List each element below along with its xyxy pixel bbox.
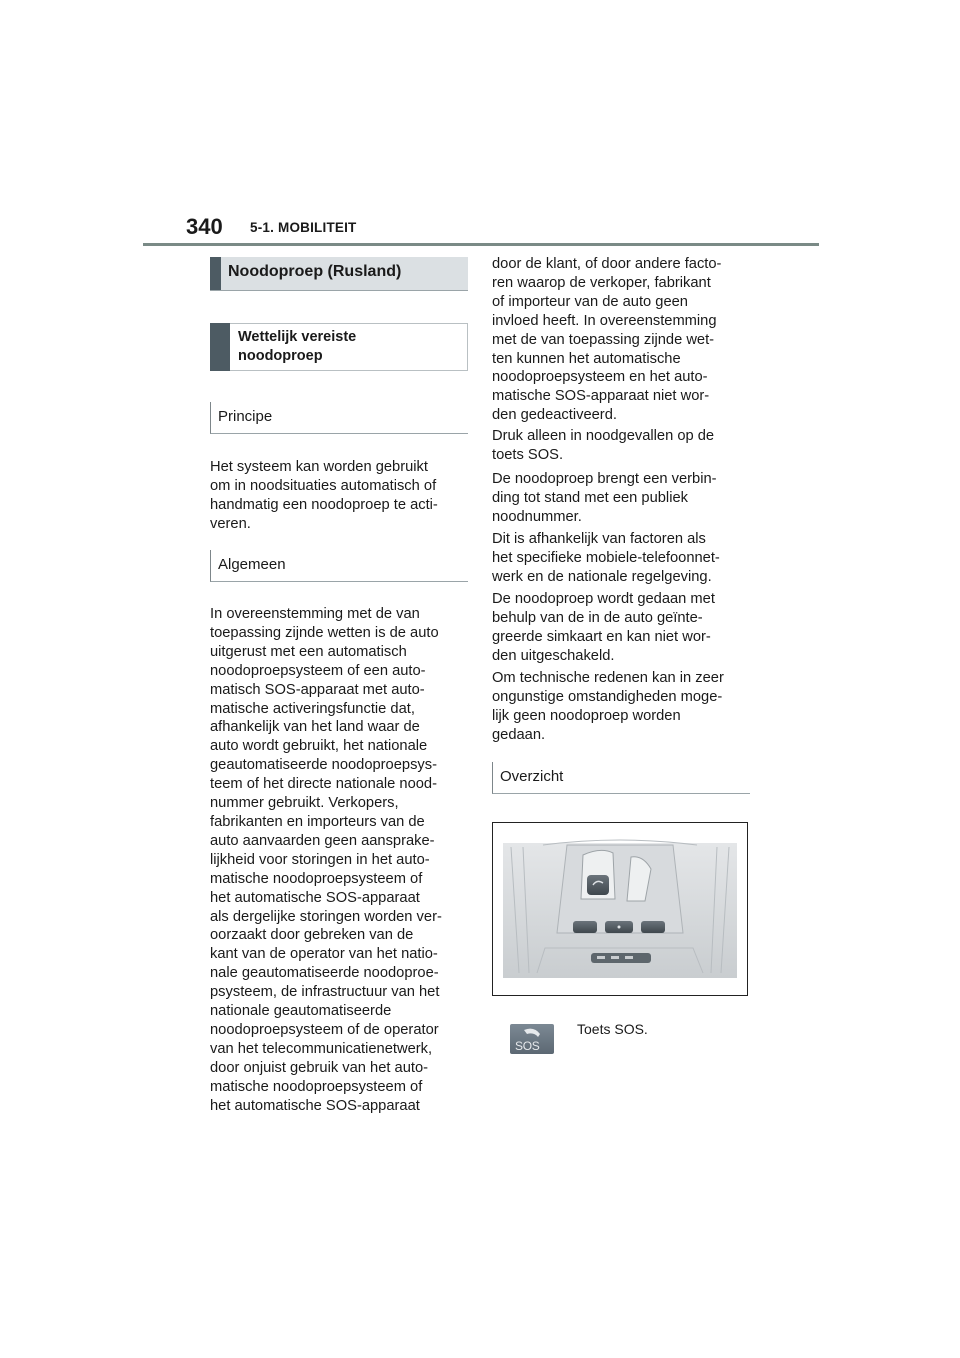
- sos-icon-label: SOS: [515, 1039, 540, 1053]
- heading-overzicht: Overzicht: [492, 762, 750, 794]
- overhead-console-figure: [492, 822, 748, 996]
- paragraph-druk-alleen: Druk alleen in noodgevallen op de toets SOS.: [492, 428, 715, 463]
- header-divider: [143, 243, 819, 246]
- section-label: 5-1. MOBILITEIT: [250, 220, 357, 235]
- paragraph-continued: door de klant, of door andere facto- ren waarop de verkoper, fabrikant of importeur van de auto geen invloed heeft. In overeenstemming met de van toepassing zijnde wet- ten kunnen het automatische noodoproepsysteem en het auto- matische SOS-apparaat niet wor- den gedeactiveerd.: [492, 256, 722, 424]
- heading-accent-bar: [210, 257, 221, 290]
- heading-algemeen: Algemeen: [210, 550, 468, 582]
- heading-principe: Principe: [210, 402, 468, 434]
- subheading-wettelijk-vereiste: [210, 323, 468, 371]
- paragraph-verbinding: De noodoproep brengt een verbin- ding tot stand met een publiek noodnummer.: [492, 471, 717, 525]
- heading-noodoproep-rusland: [210, 257, 468, 291]
- paragraph-technische-redenen: Om technische redenen kan in zeer ongunstige omstandigheden moge- lijk geen noodoproep worden gedaan.: [492, 670, 724, 743]
- paragraph-simkaart: De noodoproep wordt gedaan met behulp van de in de auto geïnte- greerde simkaart en kan niet wor- den uitgeschakeld.: [492, 591, 715, 664]
- sos-button-icon: [510, 1024, 554, 1054]
- page-number: 340: [186, 214, 223, 239]
- paragraph-algemeen: In overeenstemming met de van toepassing zijnde wetten is de auto uitgerust met een automatisch noodoproepsysteem of een auto- matisch SOS-apparaat met auto- matische activeringsfunctie dat, afhankelijk van het land waar de auto wordt gebruikt, het nationale geautomatiseerde noodoproepsys- teem of het directe nationale nood- nummer gebruikt. Verkopers, fabrikanten en importeurs van de auto aanvaarden geen aansprake- lijkheid voor storingen in het auto- matische noodoproepsysteem of het automatische SOS-apparaat als dergelijke storingen worden ver- oorzaakt door gebreken van de kant van de operator van het natio- nale geautomatiseerde noodoproe- psysteem, de infrastructuur van het nationale geautomatiseerde noodoproepsysteem of de operator van het telecommunicatienetwerk, door onjuist gebruik van het auto- matische noodoproepsysteem of het automatische SOS-apparaat: [210, 606, 442, 1114]
- subheading-text: Wettelijk vereiste noodoproep: [238, 329, 357, 364]
- subheading-accent-bar: [210, 323, 230, 371]
- sos-button-illustration: [587, 875, 609, 895]
- paragraph-principe: Het systeem kan worden gebruikt om in noodsituaties automatisch of handmatig een noodoproep te acti- veren.: [210, 459, 438, 532]
- paragraph-factoren: Dit is afhankelijk van factoren als het specifieke mobiele-telefoonnet- werk en de nationale regelgeving.: [492, 531, 720, 585]
- overhead-console-illustration: [493, 823, 747, 995]
- heading-text: Noodoproep (Rusland): [228, 263, 402, 280]
- sos-caption: Toets SOS.: [577, 1021, 648, 1037]
